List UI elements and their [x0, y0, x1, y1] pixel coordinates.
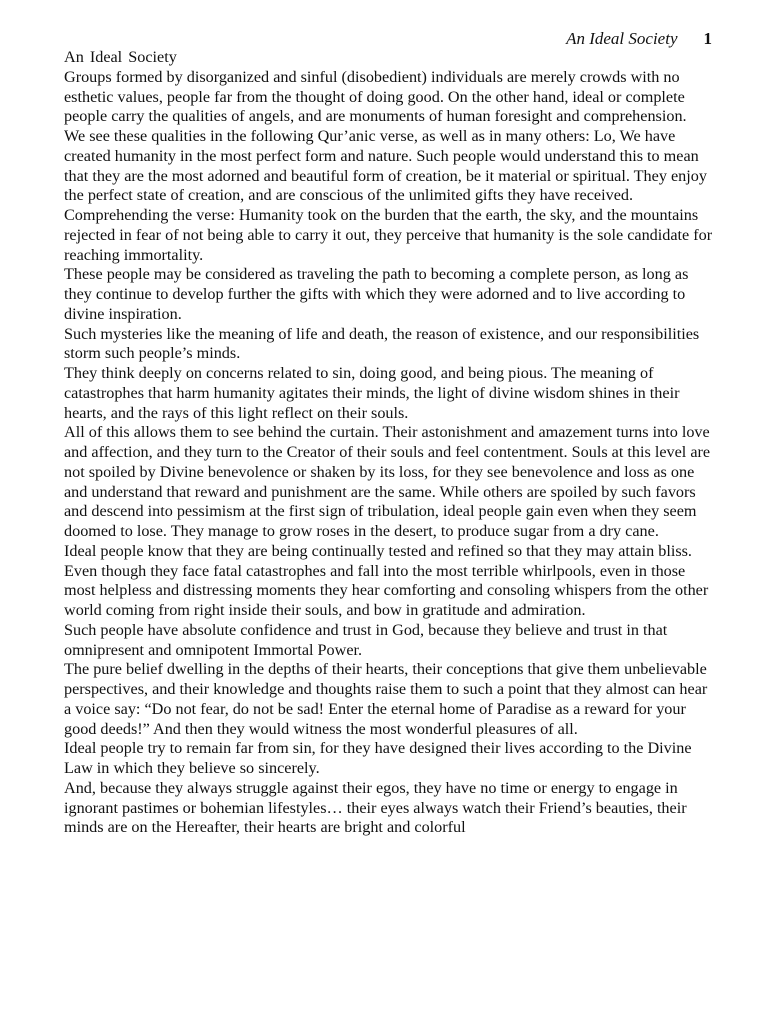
- page-number: 1: [703, 29, 712, 48]
- paragraph: Groups formed by disorganized and sinful (disobedient) individuals are merely crowds with no esthetic values, people far from the thought of doing good. On the other hand, ideal or complete people carry the qualities of angels, and are monuments of human foresight and comprehension.: [64, 67, 687, 126]
- paragraph: The pure belief dwelling in the depths of their hearts, their conceptions that give them unbelievable perspectives, and their knowledge and thoughts raise them to such a point that they almost can hear a voice say: “Do not fear, do not be sad! Enter the eternal home of Paradise as a reward for your good deeds!” And then they would witness the most wonderful pleasures of all.: [64, 660, 708, 738]
- paragraph: Such people have absolute confidence and trust in God, because they believe and trust in that omnipresent and omnipotent Immortal Power.: [64, 620, 668, 659]
- paragraph: Comprehending the verse: Humanity took on the burden that the earth, the sky, and the mountains rejected in fear of not being able to carry it out, they perceive that humanity is the sole candidate for reaching immortality.: [64, 206, 713, 264]
- document-body: [64, 48, 714, 838]
- paragraph: And, because they always struggle against their egos, they have no time or energy to engage in ignorant pastimes or bohemian lifestyles… their eyes always watch their Friend’s beauties, their minds are on the Hereafter, their hearts are bright and colorful: [64, 778, 687, 837]
- document-title: An Ideal Society: [64, 48, 177, 66]
- header-title: An Ideal Society: [566, 29, 678, 48]
- paragraph: They think deeply on concerns related to sin, doing good, and being pious. The meaning of catastrophes that harm humanity agitates their minds, the light of divine wisdom shines in their hearts, and the rays of this light reflect on their souls.: [64, 364, 680, 422]
- paragraph: Ideal people know that they are being continually tested and refined so that they may attain bliss. Even though they face fatal catastrophes and fall into the most terrible whirlpools, even in those most helpless and distressing moments they hear comforting and consoling whispers from the other world coming from right inside their souls, and bow in gratitude and admiration.: [64, 541, 709, 619]
- paragraph: These people may be considered as traveling the path to becoming a complete person, as long as they continue to develop further the gifts with which they were adorned and to live according to divine inspiration.: [64, 265, 689, 323]
- paragraph: We see these qualities in the following Qur’anic verse, as well as in many others: Lo, We have created humanity in the most perfect form and nature. Such people would understand this to mean that they are the most adorned and beautiful form of creation, be it material or spiritual. They enjoy the perfect state of creation, and are conscious of the unlimited gifts they have received.: [64, 127, 707, 205]
- paragraph: All of this allows them to see behind the curtain. Their astonishment and amazement turns into love and affection, and they turn to the Creator of their souls and feel contentment. Souls at this level are not spoiled by Divine benevolence or shaken by its loss, for they see benevolence and loss as one and understand that reward and punishment are the same. While others are spoiled by such favors and descend into pessimism at the first sign of tribulation, ideal people gain even when they seem doomed to lose. They manage to grow roses in the desert, to produce sugar from a dry cane.: [64, 423, 711, 540]
- running-header: [566, 29, 712, 49]
- paragraph: Ideal people try to remain far from sin, for they have designed their lives according to the Divine Law in which they believe so sincerely.: [64, 739, 692, 777]
- paragraph: Such mysteries like the meaning of life and death, the reason of existence, and our responsibilities storm such people’s minds.: [64, 324, 700, 363]
